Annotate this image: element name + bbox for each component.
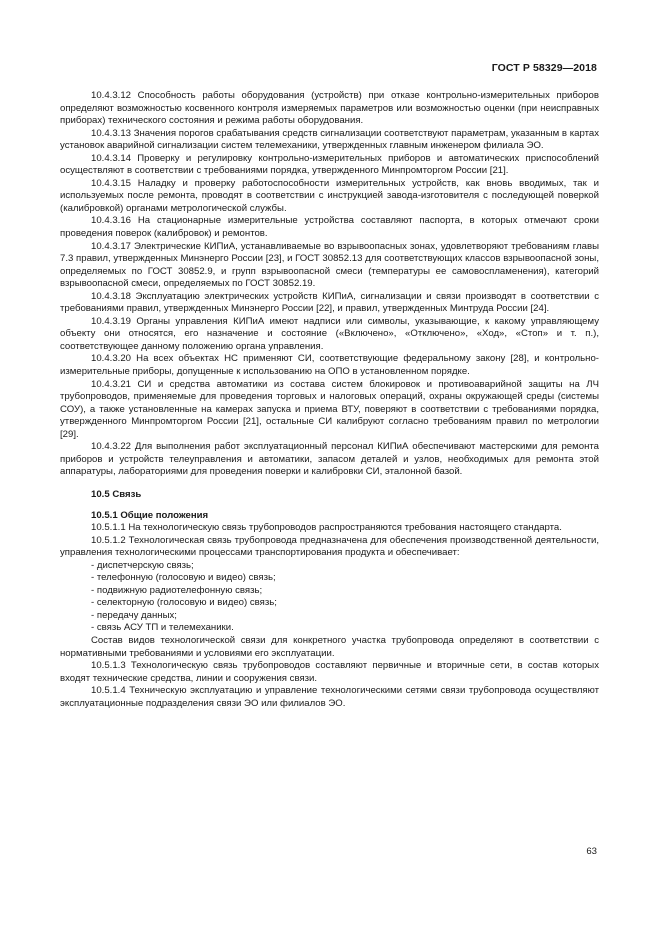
paragraph-10-5-1-3: 10.5.1.3 Технологическую связь трубопроводов составляют первичные и вторичные сети, в состав которых входят технические средства, линии и сооружения связи. [60,660,599,684]
document-body [60,90,599,710]
page-number: 63 [586,846,597,857]
paragraph-10-5-1-1: 10.5.1.1 На технологическую связь трубопроводов распространяются требования настоящего стандарта. [91,522,562,534]
list-item: - передачу данных; [70,610,599,623]
paragraph-10-4-3-19: 10.4.3.19 Органы управления КИПиА имеют надписи или символы, указывающие, к какому управляющему объекту они относятся, его назначение и состояние («Включено», «Отключено», «Ход», «Стоп» и т. п.), соответствующее данному положению органа управления. [60,315,599,352]
paragraph-10-4-3-16: 10.4.3.16 На стационарные измерительные устройства составляют паспорта, в которых отмечают сроки проведения поверок (калибровок) и ремонтов. [60,215,599,240]
section-heading: 10.5 Связь [91,488,142,500]
paragraph-10-4-3-15: 10.4.3.15 Наладку и проверку работоспособности измерительных устройств, как вновь вводимых, так и используемых после ремонта, проводят в соответствии с инструкцией завода-изготовителя с последующей поверкой (калибровкой) органами метрологической службы. [60,177,599,214]
communication-types-list [60,560,599,635]
list-item: - связь АСУ ТП и телемеханики. [70,622,599,635]
paragraph-10-5-1-4: 10.5.1.4 Техническую эксплуатацию и управление технологическими сетями связи трубопровода осуществляют эксплуатационные подразделения связи ЭО или филиалов ЭО. [60,685,599,709]
paragraph-10-4-3-20: 10.4.3.20 На всех объектах НС применяют СИ, соответствующие федеральному закону [28], и контрольно-измерительные приборы, допущенные к использованию на ОПО в установленном порядке. [60,353,599,378]
paragraph-10-4-3-22: 10.4.3.22 Для выполнения работ эксплуатационный персонал КИПиА обеспечивают мастерскими для ремонта приборов и устройств телеуправления и автоматики, запасом деталей и узлов, необходимых для ремонта этой аппаратуры, лабораториями для проведения поверки и калибровки СИ, эталонной базой. [60,441,599,478]
document-header: ГОСТ Р 58329—2018 [491,62,597,74]
paragraph-10-4-3-21: 10.4.3.21 СИ и средства автоматики из состава систем блокировок и противоаварийной защиты на ЛЧ трубопроводов, применяемые для проведения торговых и налоговых операций, охраны окружающей среды (системы СОУ), а также установленные на камерах запуска и приема ВТУ, поверяют в соответствии с требованиями порядка, утвержденного Минпромторгом России [21], остальные СИ калибруют согласно требованиям правил по метрологии [29]. [60,378,599,440]
paragraph-10-4-3-12: 10.4.3.12 Способность работы оборудования (устройств) при отказе контрольно-измерительных приборов определяют возможностью косвенного контроля измеряемых параметров или возможностью оценки (при неисправных приборах) технического состояния и режима работы оборудования. [60,90,599,127]
list-item: - диспетчерскую связь; [70,560,599,573]
subsection-heading: 10.5.1 Общие положения [91,509,209,521]
paragraph-10-4-3-17: 10.4.3.17 Электрические КИПиА, устанавливаемые во взрывоопасных зонах, удовлетворяют требованиям главы 7.3 правил, утвержденных Минэнерго России [23], и ГОСТ 30852.13 для соответствующих классов взрывоопасной зоны, определяемых по ГОСТ 30852.9, и групп взрывоопасной смеси (температуры ее самовоспламенения), категорий взрывоопасной смеси, определяемых по ГОСТ 30852.19. [60,240,599,290]
paragraph-10-4-3-13: 10.4.3.13 Значения порогов срабатывания средств сигнализации соответствуют параметрам, указанным в картах установок аварийной сигнализации систем телемеханики, утвержденных главным инженером филиала ЭО. [60,127,599,152]
list-item: - селекторную (голосовую и видео) связь; [70,597,599,610]
list-item: - подвижную радиотелефонную связь; [70,585,599,598]
list-item: - телефонную (голосовую и видео) связь; [70,572,599,585]
paragraph-10-4-3-18: 10.4.3.18 Эксплуатацию электрических устройств КИПиА, сигнализации и связи производят в соответствии с требованиями правил, утвержденных Минэнерго России [22], и правил, утвержденных Минтруда России [24]. [60,290,599,315]
paragraph-10-4-3-14: 10.4.3.14 Проверку и регулировку контрольно-измерительных приборов и автоматических приспособлений осуществляют в соответствии с требованиями порядка, утвержденного Минпромторгом России [21]. [60,152,599,177]
paragraph-communication-composition: Состав видов технологической связи для конкретного участка трубопровода определяют в соответствии с нормативными требованиями и условиями его эксплуатации. [60,634,599,659]
paragraph-10-5-1-2: 10.5.1.2 Технологическая связь трубопровода предназначена для обеспечения производственной деятельности, управления технологическими процессами транспортирования продукта и обеспечивает: [60,534,599,559]
